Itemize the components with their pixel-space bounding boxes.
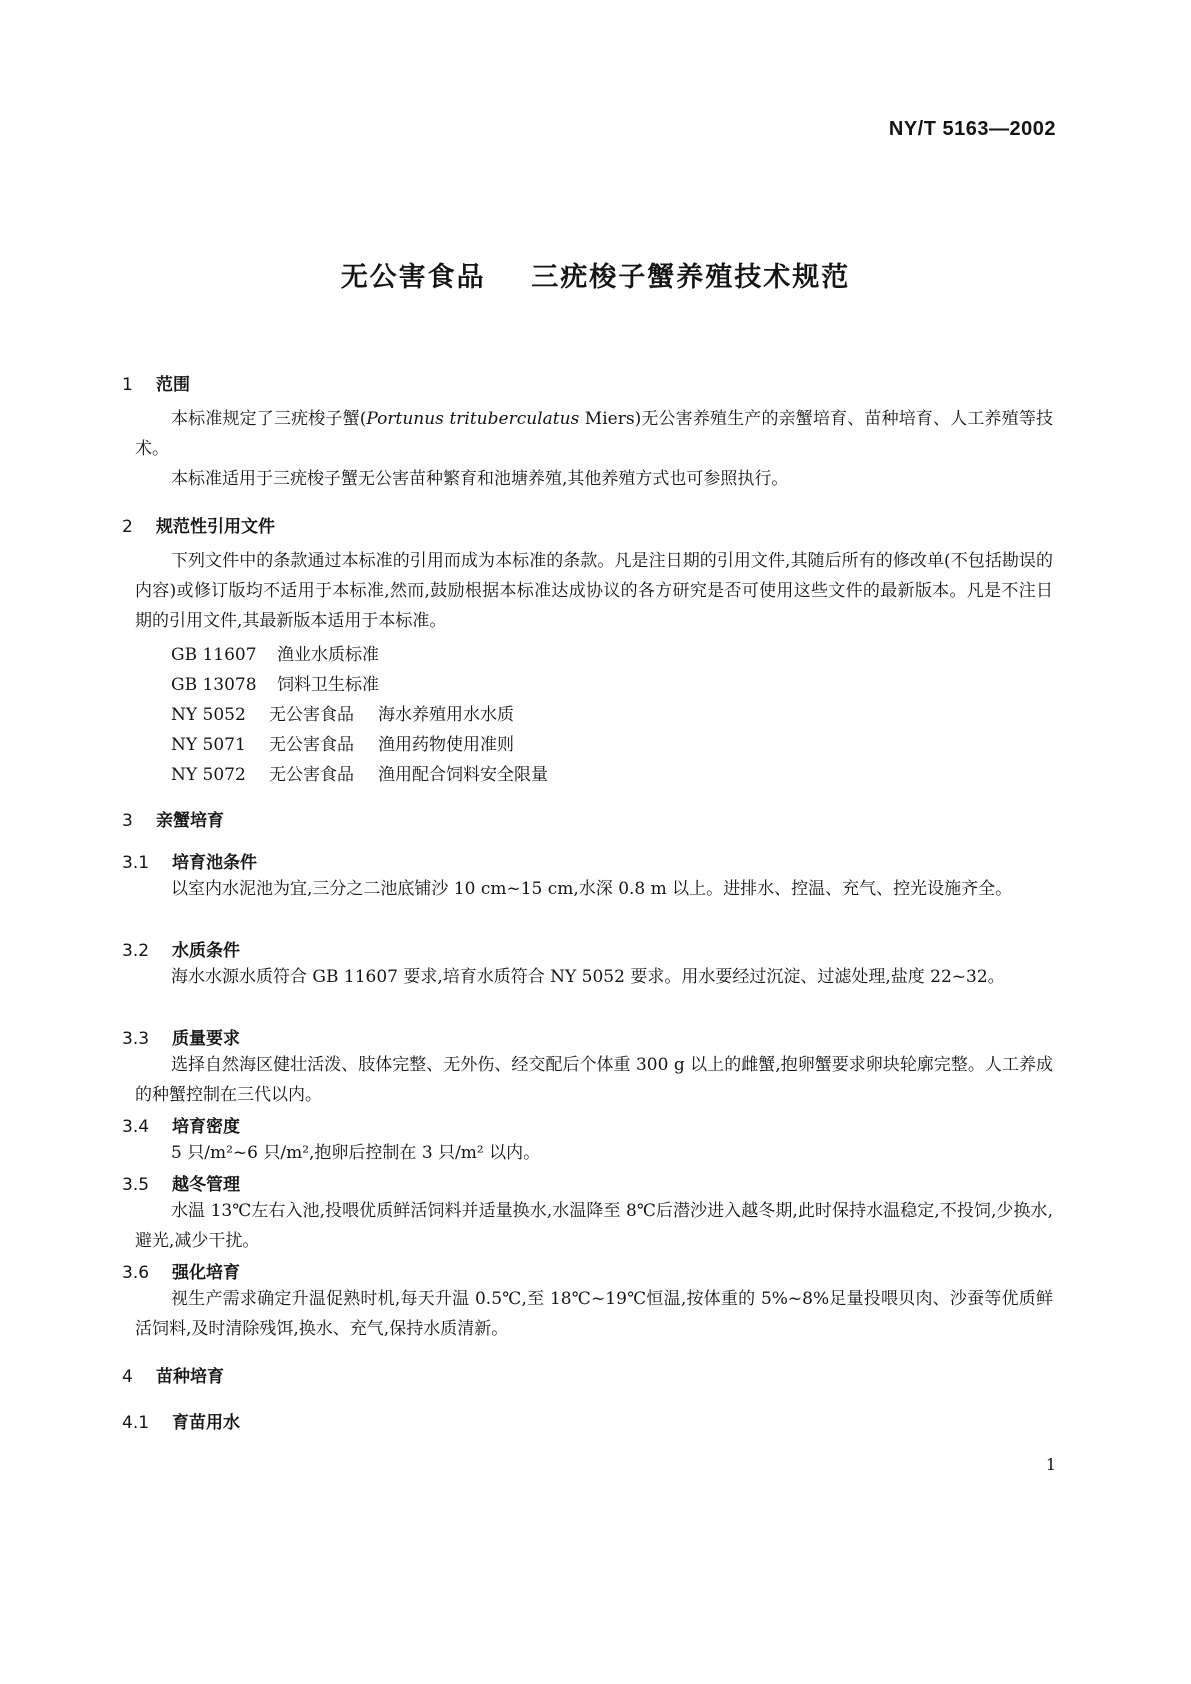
page-number: 1 [1045,1455,1056,1474]
reference-title: 饲料卫生标准 [277,675,379,695]
section-title: 亲蟹培育 [156,811,224,831]
reference-code: GB 11607 [171,645,257,665]
reference-subtitle: 渔用配合饲料安全限量 [378,765,548,785]
section-3-heading [122,806,224,831]
section-number: 3 [122,811,133,831]
subsection-number: 3.3 [122,1029,150,1049]
reference-title: 无公害食品 [269,765,354,785]
subsection-number: 3.4 [122,1117,150,1137]
subsection-3-2-text: 海水水源水质符合 GB 11607 要求,培育水质符合 NY 5052 要求。用水要经过沉淀、过滤处理,盐度 22~32。 [171,967,1005,987]
subsection-4-1-heading [122,1408,240,1433]
section-4-heading [122,1362,224,1387]
subsection-title: 培育密度 [172,1117,240,1137]
section-2-heading [122,512,275,537]
section-number: 4 [122,1367,133,1387]
section-title: 规范性引用文件 [156,517,275,537]
reference-code: GB 13078 [171,675,257,695]
subsection-3-4-heading [122,1112,240,1137]
subsection-title: 质量要求 [172,1029,240,1049]
reference-code: NY 5071 [171,735,246,755]
subsection-3-5-heading [122,1170,240,1195]
section-number: 1 [122,375,133,395]
latin-species-name: Portunus trituberculatus [366,409,580,429]
reference-title: 无公害食品 [269,705,354,725]
subsection-3-5-text: 水温 13℃左右入池,投喂优质鲜活饲料并适量换水,水温降至 8℃后潜沙进入越冬期,此时保持水温稳定,不投饲,少换水,避光,减少干扰。 [135,1201,1053,1251]
subsection-3-3-heading [122,1024,240,1049]
subsection-title: 水质条件 [172,941,240,961]
section-number: 2 [122,517,133,537]
section-1-heading [122,370,190,395]
section-title: 范围 [156,375,190,395]
subsection-number: 4.1 [122,1413,150,1433]
subsection-3-6-text: 视生产需求确定升温促熟时机,每天升温 0.5℃,至 18℃~19℃恒温,按体重的 5%~8%足量投喂贝肉、沙蚕等优质鲜活饲料,及时清除残饵,换水、充气,保持水质清新。 [135,1289,1053,1339]
subsection-3-3-text: 选择自然海区健壮活泼、肢体完整、无外伤、经交配后个体重 300 g 以上的雌蟹,抱卵蟹要求卵块轮廓完整。人工养成的种蟹控制在三代以内。 [135,1055,1053,1105]
reference-item [171,700,538,725]
subsection-title: 培育池条件 [172,853,257,873]
subsection-number: 3.2 [122,941,150,961]
reference-item [171,760,572,785]
reference-item [171,730,538,755]
reference-subtitle: 渔用药物使用准则 [378,735,514,755]
subsection-number: 3.6 [122,1263,150,1283]
section-title: 苗种培育 [156,1367,224,1387]
reference-code: NY 5052 [171,705,246,725]
section-1-paragraph-2: 本标准适用于三疣梭子蟹无公害苗种繁育和池塘养殖,其他养殖方式也可参照执行。 [171,469,789,489]
subsection-title: 强化培育 [172,1263,240,1283]
reference-subtitle: 海水养殖用水水质 [378,705,514,725]
section-1-paragraph-1: 本标准规定了三疣梭子蟹(Portunus trituberculatus Miers)无公害养殖生产的亲蟹培育、苗种培育、人工养殖等技术。 [135,409,1053,459]
subsection-number: 3.5 [122,1175,150,1195]
reference-title: 渔业水质标准 [277,645,379,665]
subsection-3-2-heading [122,936,240,961]
subsection-number: 3.1 [122,853,150,873]
subsection-title: 育苗用水 [172,1413,240,1433]
subsection-3-6-heading [122,1258,240,1283]
subsection-3-4-text: 5 只/m²~6 只/m²,抱卵后控制在 3 只/m² 以内。 [171,1143,541,1163]
reference-code: NY 5072 [171,765,246,785]
reference-item [171,670,403,695]
reference-title: 无公害食品 [269,735,354,755]
document-title: 无公害食品 三疣梭子蟹养殖技术规范 [340,262,851,293]
subsection-3-1-heading [122,848,257,873]
subsection-title: 越冬管理 [172,1175,240,1195]
section-2-paragraph-1: 下列文件中的条款通过本标准的引用而成为本标准的条款。凡是注日期的引用文件,其随后所有的修改单(不包括勘误的内容)或修订版均不适用于本标准,然而,鼓励根据本标准达成协议的各方研究是否可使用这些文件的最新版本。凡是不注日期的引用文件,其最新版本适用于本标准。 [135,551,1053,631]
reference-item [171,640,403,665]
standard-code: NY/T 5163—2002 [888,118,1056,140]
subsection-3-1-text: 以室内水泥池为宜,三分之二池底铺沙 10 cm~15 cm,水深 0.8 m 以上。进排水、控温、充气、控光设施齐全。 [171,879,1013,899]
